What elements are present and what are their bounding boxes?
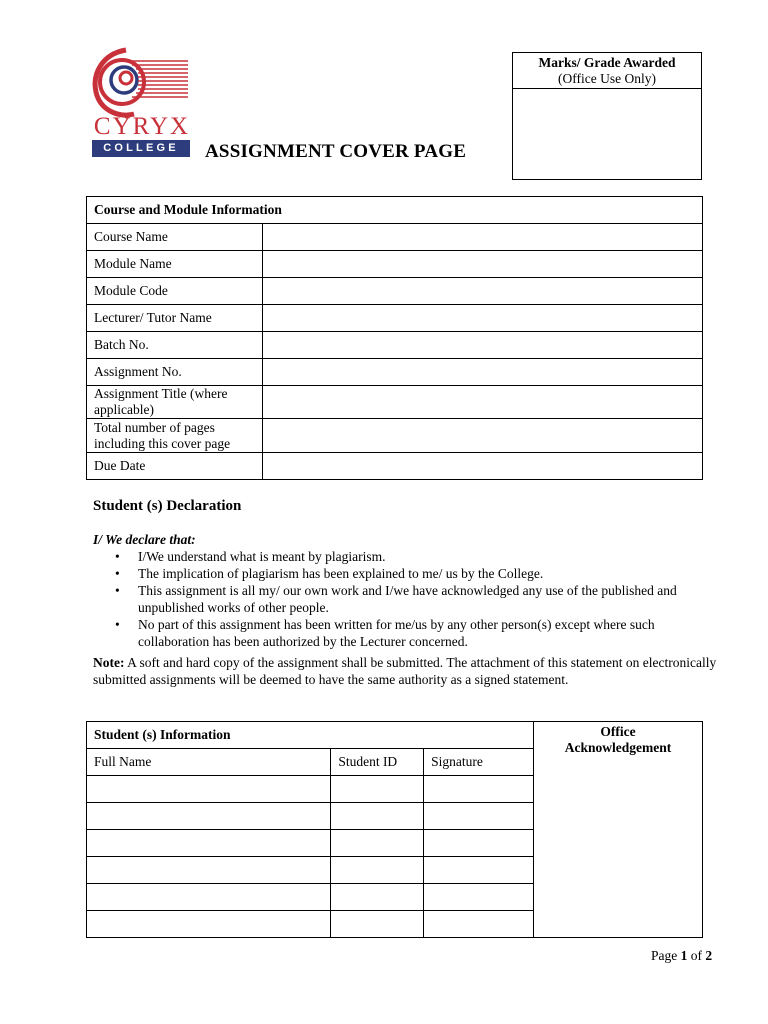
full-name-cell[interactable] [87, 776, 331, 803]
logo-wordmark: CYRYX [93, 113, 191, 140]
assignment-title-field[interactable] [263, 386, 703, 419]
bullet-icon: • [115, 566, 120, 581]
full-name-cell[interactable] [87, 884, 331, 911]
total-pages-field[interactable] [263, 419, 703, 453]
declaration-list [93, 548, 713, 650]
note-text: A soft and hard copy of the assignment shall be submitted. The attachment of this statement on electronically submitted assignments will be deemed to have the same authority as a signed statement. [93, 655, 717, 687]
total-pages: 2 [705, 948, 713, 963]
current-page: 1 [680, 948, 688, 963]
full-name-column-header: Full Name [87, 749, 331, 776]
logo-subtitle: COLLEGE [92, 140, 190, 157]
batch-no-field[interactable] [263, 332, 703, 359]
student-id-cell[interactable] [331, 884, 424, 911]
signature-column-header: Signature [424, 749, 534, 776]
page-number: Page 1 of 2 [651, 948, 713, 963]
total-pages-label: Total number of pages including this cover page [87, 419, 263, 453]
student-id-cell[interactable] [331, 830, 424, 857]
declaration-item: • The implication of plagiarism has been explained to me/ us by the College. [115, 566, 544, 581]
module-name-field[interactable] [263, 251, 703, 278]
student-id-cell[interactable] [331, 911, 424, 938]
course-name-label: Course Name [87, 224, 263, 251]
declaration-item: • No part of this assignment has been written for me/us by any other person(s) except where such collaboration has been authorized by the Lecturer concerned. [115, 617, 655, 649]
student-id-cell[interactable] [331, 803, 424, 830]
signature-cell[interactable] [424, 911, 534, 938]
marks-title: Marks/ Grade Awarded [538, 55, 676, 70]
due-date-label: Due Date [87, 453, 263, 480]
declaration-intro: I/ We declare that: [93, 532, 196, 547]
bullet-icon: • [115, 617, 120, 632]
due-date-field[interactable] [263, 453, 703, 480]
module-code-label: Module Code [87, 278, 263, 305]
signature-cell[interactable] [424, 857, 534, 884]
assignment-no-label: Assignment No. [87, 359, 263, 386]
declaration-heading: Student (s) Declaration [93, 498, 242, 514]
assignment-no-field[interactable] [263, 359, 703, 386]
declaration-note [93, 654, 725, 688]
signature-cell[interactable] [424, 803, 534, 830]
marks-box-header [513, 53, 701, 89]
declaration-item: • This assignment is all my/ our own work and I/we have acknowledged any use of the published and unpublished works of other people. [115, 583, 677, 615]
marks-entry-area[interactable] [513, 89, 701, 179]
marks-subtitle: (Office Use Only) [558, 71, 656, 86]
student-info-table [86, 721, 703, 938]
student-id-cell[interactable] [331, 776, 424, 803]
declaration-item: • I/We understand what is meant by plagiarism. [115, 549, 386, 564]
full-name-cell[interactable] [87, 857, 331, 884]
page-title: ASSIGNMENT COVER PAGE [205, 141, 467, 162]
course-table-heading: Course and Module Information [87, 197, 703, 224]
full-name-cell[interactable] [87, 830, 331, 857]
signature-cell[interactable] [424, 776, 534, 803]
office-acknowledgement[interactable] [534, 722, 703, 938]
lecturer-name-field[interactable] [263, 305, 703, 332]
full-name-cell[interactable] [87, 803, 331, 830]
lecturer-name-label: Lecturer/ Tutor Name [87, 305, 263, 332]
bullet-icon: • [115, 583, 120, 598]
batch-no-label: Batch No. [87, 332, 263, 359]
marks-grade-box [512, 52, 702, 180]
module-code-field[interactable] [263, 278, 703, 305]
signature-cell[interactable] [424, 884, 534, 911]
full-name-cell[interactable] [87, 911, 331, 938]
note-label: Note: [93, 655, 125, 670]
student-id-cell[interactable] [331, 857, 424, 884]
course-info-table [86, 196, 703, 480]
assignment-title-label: Assignment Title (where applicable) [87, 386, 263, 419]
signature-cell[interactable] [424, 830, 534, 857]
student-id-column-header: Student ID [331, 749, 424, 776]
student-table-heading: Student (s) Information [87, 722, 534, 749]
office-acknowledgement-label: Office Acknowledgement [564, 724, 672, 755]
module-name-label: Module Name [87, 251, 263, 278]
course-name-field[interactable] [263, 224, 703, 251]
bullet-icon: • [115, 549, 120, 564]
